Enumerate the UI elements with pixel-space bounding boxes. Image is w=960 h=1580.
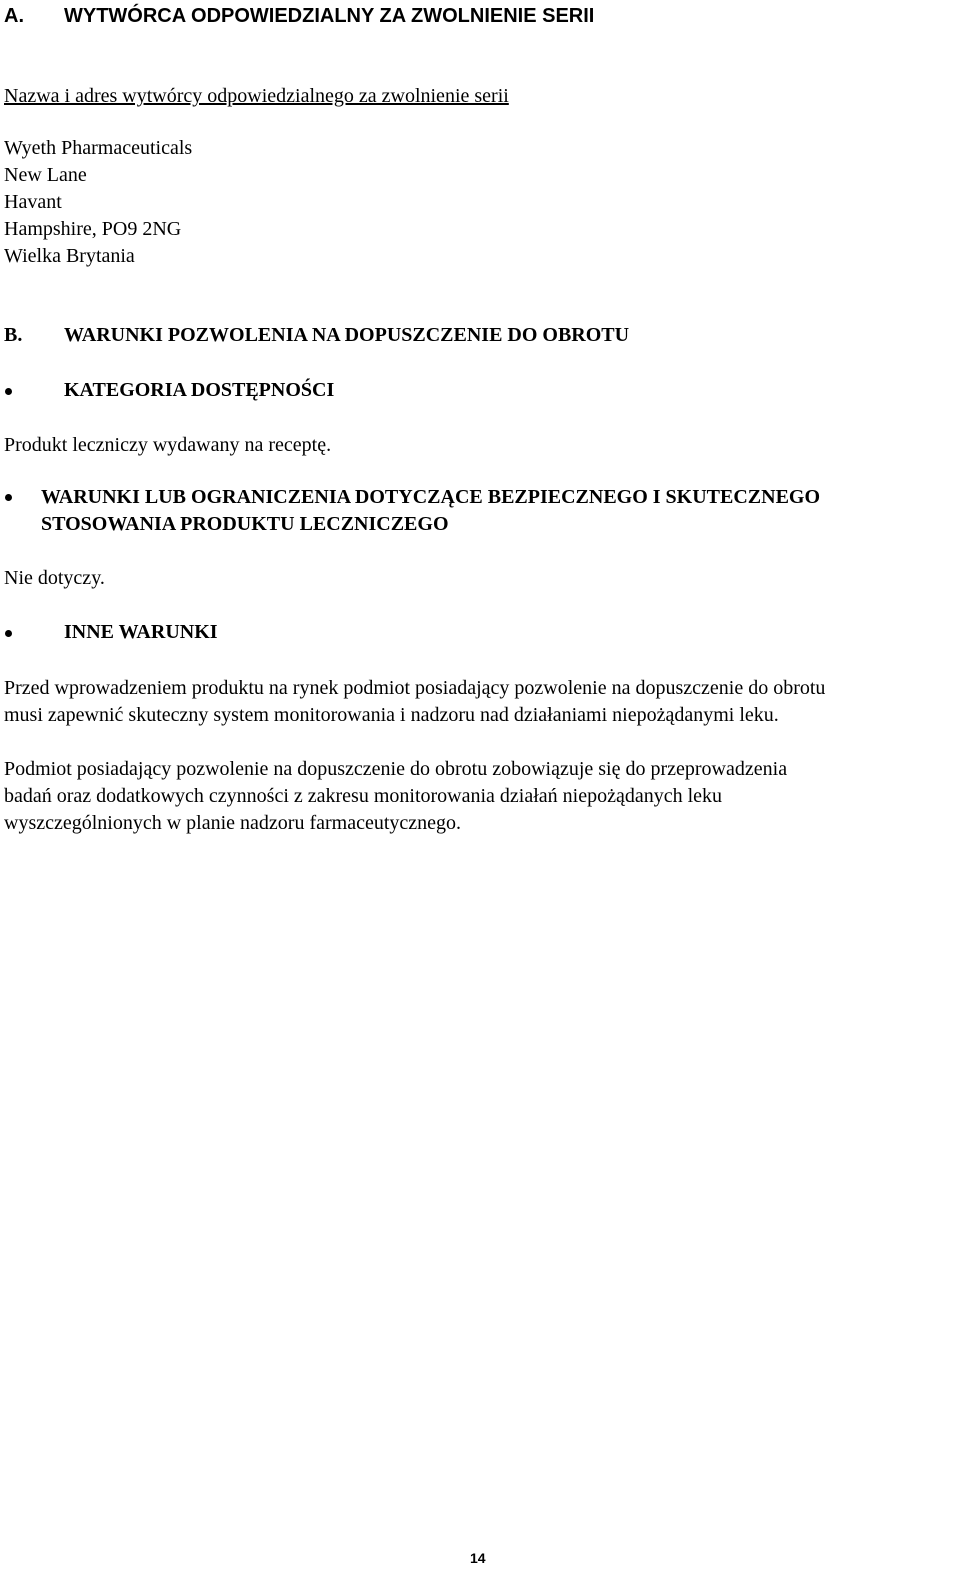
address-line: Hampshire, PO9 2NG	[4, 218, 182, 240]
category-heading: KATEGORIA DOSTĘPNOŚCI	[64, 379, 335, 401]
other-conditions-paragraph-1	[4, 675, 956, 729]
paragraph-line: wyszczególnionych w planie nadzoru farmaceutycznego.	[4, 812, 462, 834]
section-b-letter: B.	[4, 324, 23, 346]
restrictions-text: Nie dotyczy.	[4, 567, 105, 589]
page-number: 14	[470, 1550, 486, 1566]
paragraph-line: musi zapewnić skuteczny system monitorowania i nadzoru nad działaniami niepożądanymi leku.	[4, 704, 779, 726]
paragraph-line: badań oraz dodatkowych czynności z zakresu monitorowania działań niepożądanych leku	[4, 785, 723, 807]
bullet-icon	[5, 388, 12, 395]
category-text: Produkt leczniczy wydawany na receptę.	[4, 434, 332, 456]
paragraph-line: Przed wprowadzeniem produktu na rynek podmiot posiadający pozwolenie na dopuszczenie do obrotu	[4, 677, 826, 699]
restrictions-heading-line: WARUNKI LUB OGRANICZENIA DOTYCZĄCE BEZPIECZNEGO I SKUTECZNEGO	[41, 486, 821, 508]
section-a-title: WYTWÓRCA ODPOWIEDZIALNY ZA ZWOLNIENIE SERII	[64, 5, 595, 27]
address-line: Wyeth Pharmaceuticals	[4, 137, 193, 159]
paragraph-line: Podmiot posiadający pozwolenie na dopuszczenie do obrotu zobowiązuje się do przeprowadzenia	[4, 758, 788, 780]
bullet-icon	[5, 494, 12, 501]
other-conditions-paragraph-2	[4, 756, 956, 837]
bullet-icon	[5, 630, 12, 637]
manufacturer-subheading: Nazwa i adres wytwórcy odpowiedzialnego za zwolnienie serii	[4, 85, 509, 107]
address-line: Wielka Brytania	[4, 245, 135, 267]
other-conditions-heading: INNE WARUNKI	[64, 621, 218, 643]
address-line: New Lane	[4, 164, 87, 186]
section-b-title: WARUNKI POZWOLENIA NA DOPUSZCZENIE DO OBROTU	[64, 324, 630, 346]
section-a-letter: A.	[4, 5, 24, 27]
address-line: Havant	[4, 191, 62, 213]
restrictions-heading-line: STOSOWANIA PRODUKTU LECZNICZEGO	[41, 513, 449, 535]
